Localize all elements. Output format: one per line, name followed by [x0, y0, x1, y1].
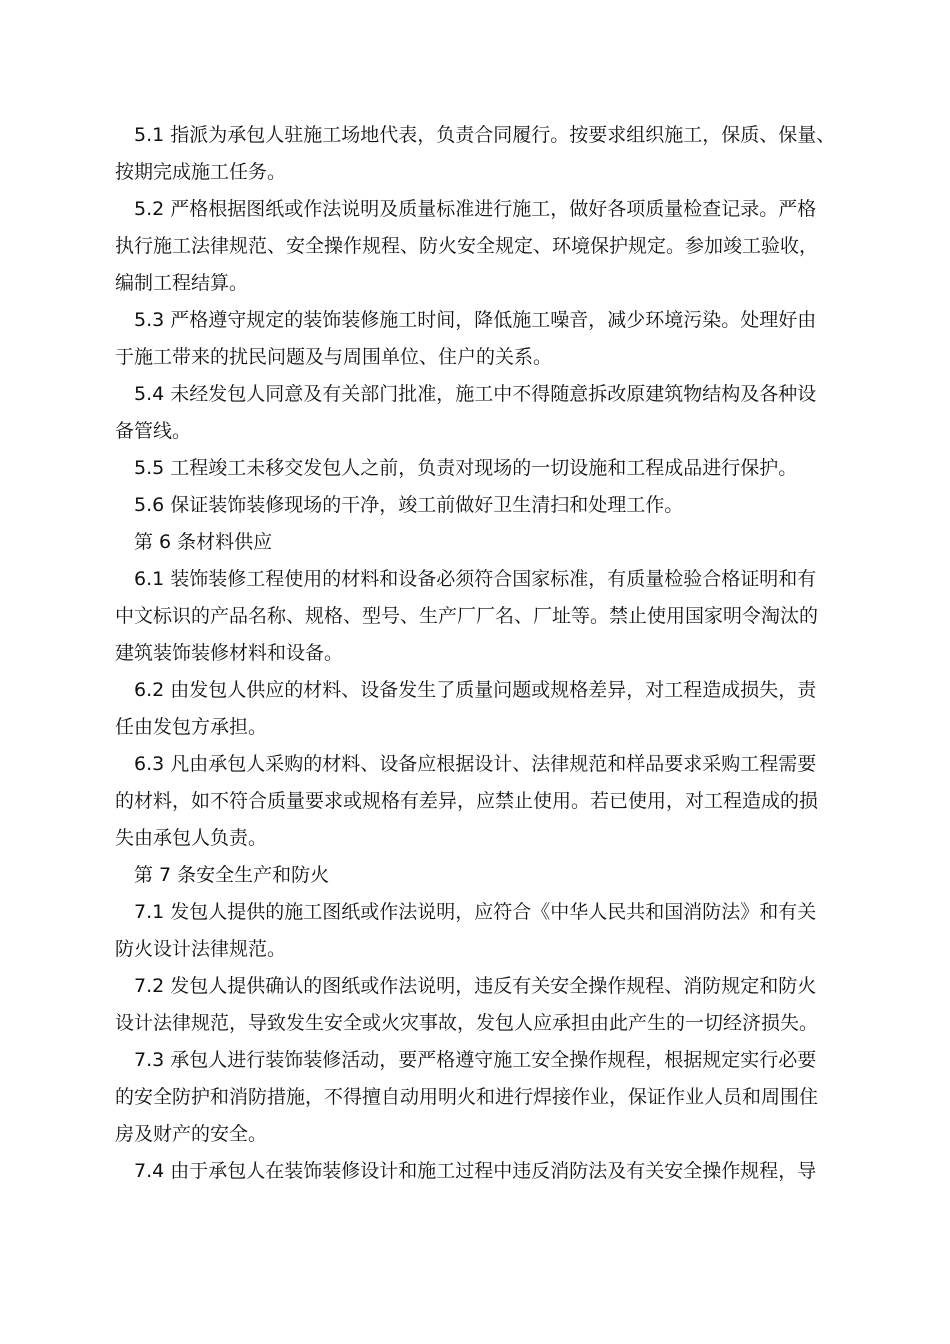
paragraph-line: 第 7 条安全生产和防火	[134, 864, 330, 886]
paragraph-line: 5.6 保证装饰装修现场的干净，竣工前做好卫生清扫和处理工作。	[134, 494, 684, 516]
paragraph	[115, 1153, 855, 1190]
paragraph-line: 6.2 由发包人供应的材料、设备发生了质量问题或规格差异，对工程造成损失，责	[134, 679, 817, 701]
paragraph-line: 中文标识的产品名称、规格、型号、生产厂厂名、厂址等。禁止使用国家明令淘汰的	[115, 605, 819, 627]
paragraph-line: 备管线。	[115, 420, 192, 442]
paragraph	[115, 117, 855, 191]
paragraph-line: 房及财产的安全。	[115, 1123, 268, 1145]
paragraph	[115, 524, 855, 561]
paragraph	[115, 302, 855, 376]
paragraph-line: 按期完成施工任务。	[115, 161, 287, 183]
paragraph-line: 的材料，如不符合质量要求或规格有差异，应禁止使用。若已使用，对工程造成的损	[115, 790, 819, 812]
paragraph-line: 6.3 凡由承包人采购的材料、设备应根据设计、法律规范和样品要求采购工程需要	[134, 753, 817, 775]
paragraph-line: 建筑装饰装修材料和设备。	[115, 642, 344, 664]
paragraph-line: 任由发包方承担。	[115, 716, 268, 738]
paragraph-line: 5.5 工程竣工未移交发包人之前，负责对现场的一切设施和工程成品进行保护。	[134, 457, 798, 479]
paragraph	[115, 376, 855, 450]
paragraph	[115, 746, 855, 857]
paragraph-line: 防火设计法律规范。	[115, 938, 287, 960]
paragraph-line: 失由承包人负责。	[115, 827, 268, 849]
paragraph-line: 5.3 严格遵守规定的装饰装修施工时间，降低施工噪音，减少环境污染。处理好由	[134, 309, 817, 331]
paragraph	[115, 672, 855, 746]
paragraph	[115, 487, 855, 524]
paragraph-line: 设计法律规范，导致发生安全或火灾事故，发包人应承担由此产生的一切经济损失。	[115, 1012, 819, 1034]
paragraph-line: 7.3 承包人进行装饰装修活动，要严格遵守施工安全操作规程，根据规定实行必要	[134, 1049, 817, 1071]
paragraph	[115, 894, 855, 968]
paragraph-line: 执行施工法律规范、安全操作规程、防火安全规定、环境保护规定。参加竣工验收，	[115, 235, 819, 257]
paragraph-line: 7.1 发包人提供的施工图纸或作法说明，应符合《中华人民共和国消防法》和有关	[134, 901, 817, 923]
paragraph-line: 5.1 指派为承包人驻施工场地代表，负责合同履行。按要求组织施工，保质、保量、	[134, 124, 836, 146]
paragraph-line: 7.4 由于承包人在装饰装修设计和施工过程中违反消防法及有关安全操作规程，导	[134, 1160, 817, 1182]
paragraph-line: 第 6 条材料供应	[134, 531, 273, 553]
paragraph	[115, 450, 855, 487]
paragraph-line: 编制工程结算。	[115, 272, 249, 294]
paragraph-line: 于施工带来的扰民问题及与周围单位、住户的关系。	[115, 346, 553, 368]
paragraph-line: 5.2 严格根据图纸或作法说明及质量标准进行施工，做好各项质量检查记录。严格	[134, 198, 817, 220]
paragraph	[115, 1042, 855, 1153]
paragraph	[115, 968, 855, 1042]
paragraph	[115, 857, 855, 894]
paragraph	[115, 561, 855, 672]
paragraph-line: 的安全防护和消防措施，不得擅自动用明火和进行焊接作业，保证作业人员和周围住	[115, 1086, 819, 1108]
paragraph-line: 7.2 发包人提供确认的图纸或作法说明，违反有关安全操作规程、消防规定和防火	[134, 975, 817, 997]
paragraph-line: 6.1 装饰装修工程使用的材料和设备必须符合国家标准，有质量检验合格证明和有	[134, 568, 817, 590]
paragraph	[115, 191, 855, 302]
paragraph-line: 5.4 未经发包人同意及有关部门批准，施工中不得随意拆改原建筑物结构及各种设	[134, 383, 817, 405]
